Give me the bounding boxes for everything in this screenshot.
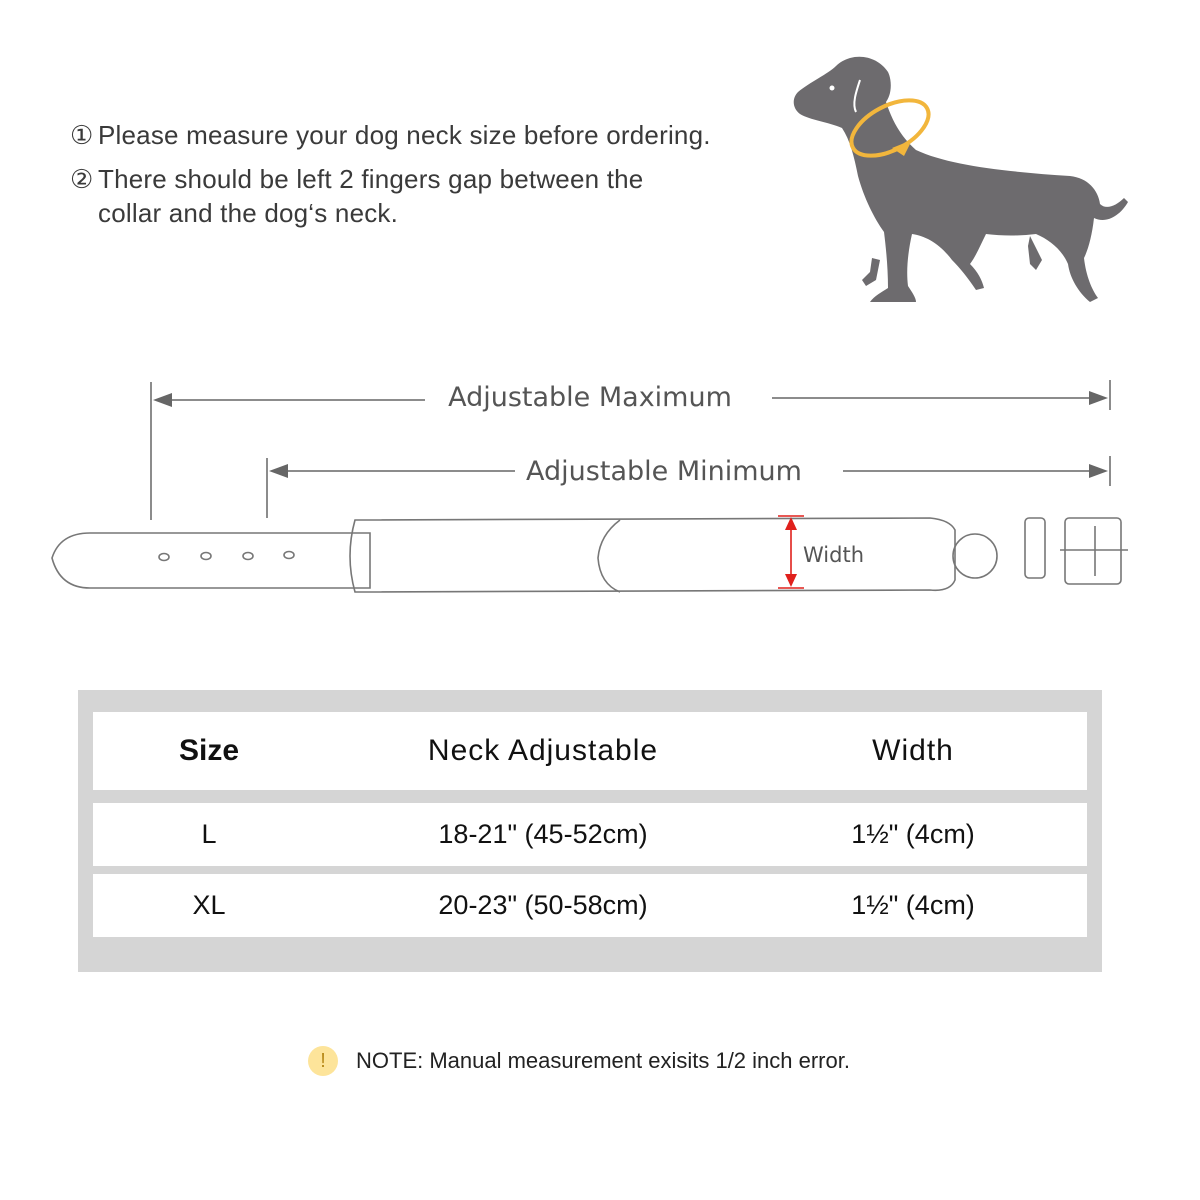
note — [308, 1046, 850, 1076]
max-label: Adjustable Maximum — [448, 382, 732, 413]
table-header-row — [93, 712, 1087, 790]
arrow-left-icon — [153, 393, 172, 407]
collar-buckle — [1065, 518, 1121, 584]
instructions — [70, 118, 790, 240]
collar-hole — [201, 553, 211, 560]
dog-front-leg-back — [862, 258, 880, 286]
dog-silhouette — [794, 57, 1128, 302]
cell-size: L — [201, 819, 217, 849]
collar-hole — [243, 553, 253, 560]
arrow-right-icon — [1089, 391, 1108, 405]
warning-icon: ! — [308, 1046, 338, 1076]
instruction-1 — [70, 118, 790, 152]
collar-outline — [52, 518, 1128, 592]
header-width: Width — [872, 734, 954, 767]
collar-strap-tip — [52, 533, 370, 588]
table-row — [93, 874, 1087, 937]
instruction-text: Please measure your dog neck size before ordering. — [98, 120, 711, 150]
table-row — [93, 803, 1087, 866]
width-label: Width — [803, 543, 865, 567]
width-dimension — [778, 516, 804, 588]
cell-size: XL — [192, 890, 226, 920]
collar-d-ring — [598, 520, 620, 592]
size-table — [78, 690, 1102, 972]
min-label: Adjustable Minimum — [526, 456, 802, 487]
dog-eye — [830, 86, 835, 91]
collar-keeper — [1025, 518, 1045, 578]
instruction-number: ① — [70, 120, 94, 150]
instruction-number: ② — [70, 164, 94, 194]
cell-width: 1½" (4cm) — [851, 890, 975, 920]
note-text: NOTE: Manual measurement exisits 1/2 inch error. — [356, 1048, 850, 1073]
header-neck: Neck Adjustable — [427, 734, 659, 767]
instruction-text: There should be left 2 fingers gap between the collar and the dog‘s neck. — [98, 164, 644, 228]
arrow-left-icon — [269, 464, 288, 478]
dog-illustration — [780, 40, 1140, 320]
collar-hole — [284, 552, 294, 559]
collar-diagram — [0, 360, 1200, 620]
cell-width: 1½" (4cm) — [851, 819, 975, 849]
collar-o-ring — [953, 534, 997, 578]
cell-neck: 18-21" (45-52cm) — [438, 819, 648, 849]
arrow-down-icon — [785, 574, 797, 587]
collar-padded-body — [350, 518, 955, 592]
header-size: Size — [178, 734, 240, 767]
arrow-right-icon — [1089, 464, 1108, 478]
cell-neck: 20-23" (50-58cm) — [438, 890, 648, 920]
dog-hind-leg-back — [1028, 236, 1042, 270]
collar-hole — [159, 554, 169, 561]
instruction-2 — [70, 162, 790, 230]
